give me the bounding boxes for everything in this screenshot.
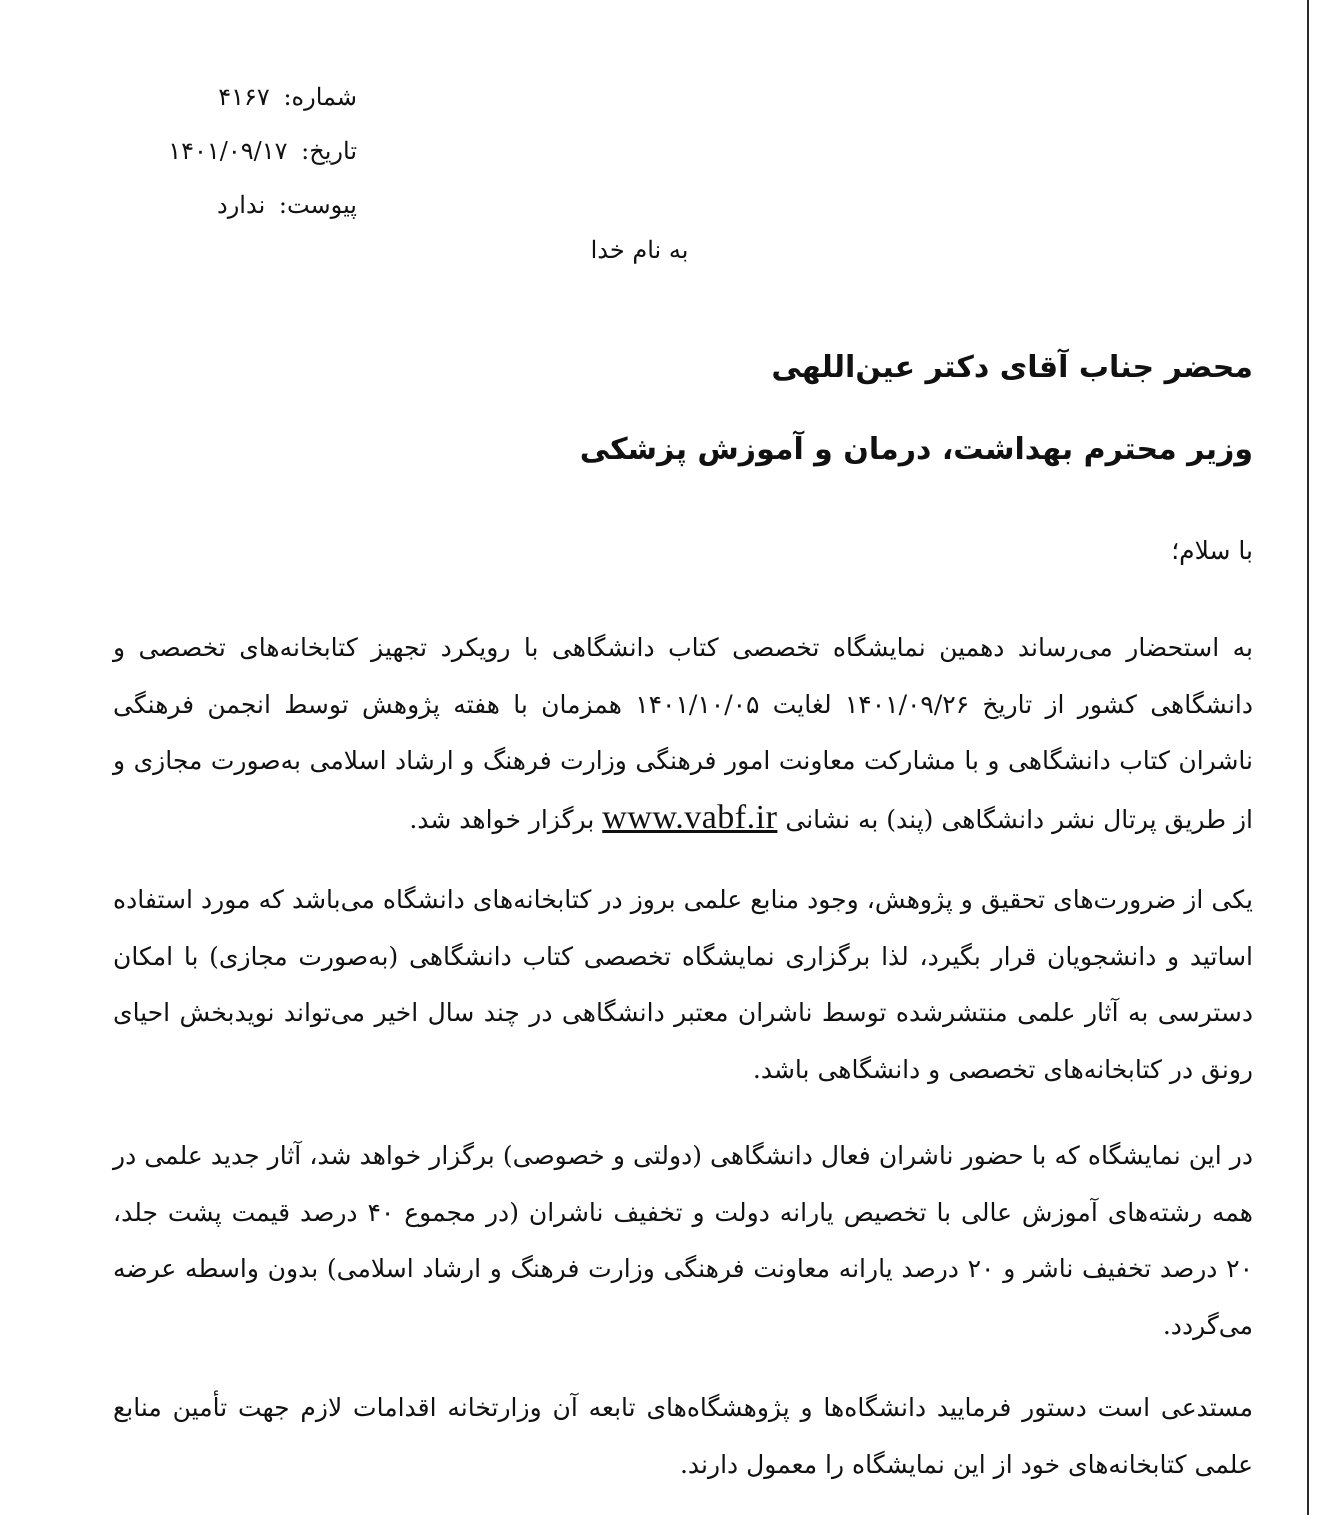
letter-number-value: ۴۱۶۷ <box>218 83 270 111</box>
letter-attachment-row <box>97 178 357 232</box>
body-paragraph-2: یکی از ضرورت‌های تحقیق و پژوهش، وجود منابع علمی بروز در کتابخانه‌های دانشگاه می‌باشد که مورد استفاده اساتید و دانشجویان قرار بگیرد، لذا برگزاری نمایشگاه تخصصی کتاب دانشگاهی (به‌صورت مجازی) با امکان دسترسی به آثار علمی منتشرشده توسط ناشران معتبر دانشگاهی در چند سال اخیر می‌تواند نویدبخش احیای رونق در کتابخانه‌های تخصصی و دانشگاهی باشد. <box>113 885 1253 1084</box>
letter-attachment-label: پیوست: <box>278 191 357 219</box>
letter-number-label: شماره: <box>283 83 357 111</box>
body-paragraph-3: در این نمایشگاه که با حضور ناشران فعال دانشگاهی (دولتی و خصوصی) برگزار خواهد شد، آثار جدید علمی در همه رشته‌های آموزش عالی با تخصیص یارانه دولت و تخفیف ناشران (در مجموع ۴۰ درصد قیمت پشت جلد، ۲۰ درصد تخفیف ناشر و ۲۰ درصد یارانه معاونت فرهنگی وزارت فرهنگ و ارشاد اسلامی) بدون واسطه عرضه می‌گردد. <box>113 1141 1253 1340</box>
body-paragraph-1 <box>113 620 1253 848</box>
letter-date-value: ۱۴۰۱/۰۹/۱۷ <box>168 137 288 165</box>
letter-date-label: تاریخ: <box>301 137 357 165</box>
greeting: با سلام؛ <box>1171 536 1253 565</box>
letter-header-info <box>97 70 357 232</box>
portal-url-link[interactable]: www.vabf.ir <box>602 798 778 836</box>
letter-attachment-value: ندارد <box>217 191 266 219</box>
paragraph-1-ending: برگزار خواهد شد. <box>409 804 595 834</box>
addressee-name: محضر جناب آقای دکتر عین‌اللهی <box>771 350 1253 385</box>
invocation-line: به نام خدا <box>590 236 689 264</box>
addressee-title: وزیر محترم بهداشت، درمان و آموزش پزشکی <box>579 432 1253 467</box>
body-paragraph-4: مستدعی است دستور فرمایید دانشگاه‌ها و پژوهشگاه‌های تابعه آن وزارتخانه اقدامات لازم جهت تأمین منابع علمی کتابخانه‌های خود از این نمایشگاه را معمول دارند. <box>113 1393 1253 1479</box>
letter-date-row <box>97 124 357 178</box>
letter-number-row <box>97 70 357 124</box>
scan-edge-line <box>1307 0 1309 1515</box>
paragraph-1-text: به استحضار می‌رساند دهمین نمایشگاه تخصصی کتاب دانشگاهی با رویکرد تجهیز کتابخانه‌های تخصصی و دانشگاهی کشور از تاریخ ۱۴۰۱/۰۹/۲۶ لغایت ۱۴۰۱/۱۰/۰۵ همزمان با هفته پژوهش توسط انجمن فرهنگی ناشران کتاب دانشگاهی و با مشارکت معاونت امور فرهنگی وزارت فرهنگ و ارشاد اسلامی به‌صورت مجازی و از طریق پرتال نشر دانشگاهی (پند) به نشانی <box>113 633 1254 834</box>
